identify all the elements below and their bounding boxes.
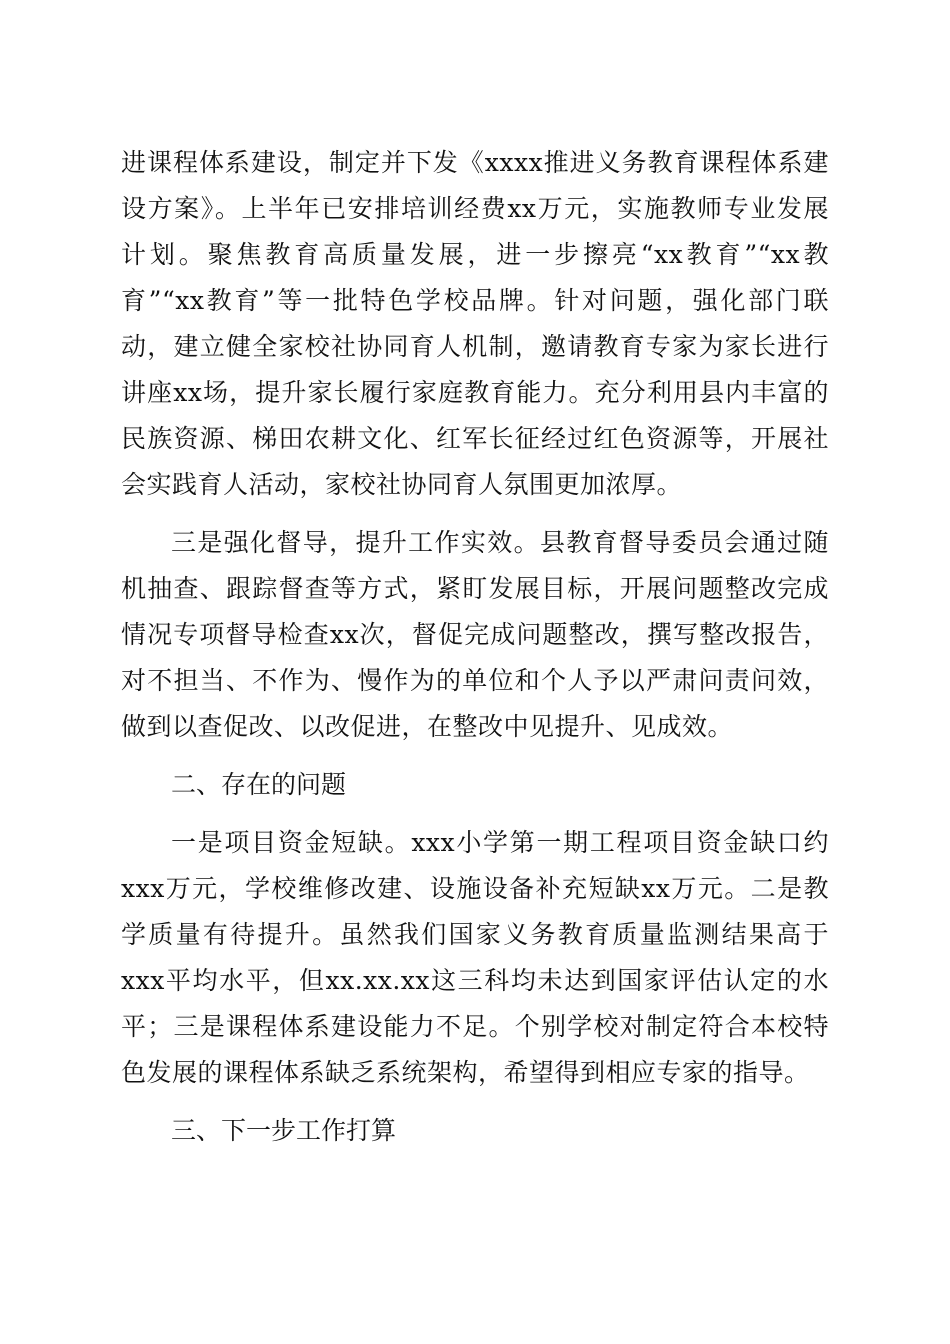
paragraph-curriculum xyxy=(121,140,829,508)
paragraph-problems xyxy=(121,820,829,1096)
text-line: 育”“xx教育”等一批特色学校品牌。针对问题，强化部门联 xyxy=(121,286,829,315)
text-line: 进课程体系建设，制定并下发《xxxx推进义务教育课程体系建 xyxy=(121,148,829,177)
text-line: 三是强化督导，提升工作实效。县教育督导委员会通过随 xyxy=(171,528,829,557)
text-line: 计划。聚焦教育高质量发展，进一步擦亮“xx教育”“xx教 xyxy=(121,240,829,269)
text-line: 设方案》。上半年已安排培训经费xx万元，实施教师专业发展 xyxy=(121,194,829,223)
text-line: 学质量有待提升。虽然我们国家义务教育质量监测结果高于 xyxy=(121,920,829,949)
text-line: 情况专项督导检查xx次，督促完成问题整改，撰写整改报告， xyxy=(121,620,829,649)
section-heading-problems: 二、存在的问题 xyxy=(171,770,347,799)
text-line: xxx平均水平，但xx.xx.xx这三科均未达到国家评估认定的水 xyxy=(121,966,829,995)
document-body xyxy=(121,140,829,1154)
text-line: 一是项目资金短缺。xxx小学第一期工程项目资金缺口约 xyxy=(171,828,829,857)
paragraph-supervision xyxy=(121,520,829,750)
text-line: xxx万元，学校维修改建、设施设备补充短缺xx万元。二是教 xyxy=(121,874,829,903)
text-line: 讲座xx场，提升家长履行家庭教育能力。充分利用县内丰富的 xyxy=(121,378,829,407)
section-heading-next-steps: 三、下一步工作打算 xyxy=(171,1116,397,1145)
text-line: 机抽查、跟踪督查等方式，紧盯发展目标，开展问题整改完成 xyxy=(121,574,829,603)
text-line: 动，建立健全家校社协同育人机制，邀请教育专家为家长进行 xyxy=(121,332,829,361)
text-line: 对不担当、不作为、慢作为的单位和个人予以严肃问责问效， xyxy=(121,666,829,695)
text-line: 民族资源、梯田农耕文化、红军长征经过红色资源等，开展社 xyxy=(121,424,829,453)
text-line: 做到以查促改、以改促进，在整改中见提升、见成效。 xyxy=(121,712,734,741)
text-line: 平；三是课程体系建设能力不足。个别学校对制定符合本校特 xyxy=(121,1012,829,1041)
text-line: 会实践育人活动，家校社协同育人氛围更加浓厚。 xyxy=(121,470,683,499)
text-line: 色发展的课程体系缺乏系统架构，希望得到相应专家的指导。 xyxy=(121,1058,810,1087)
